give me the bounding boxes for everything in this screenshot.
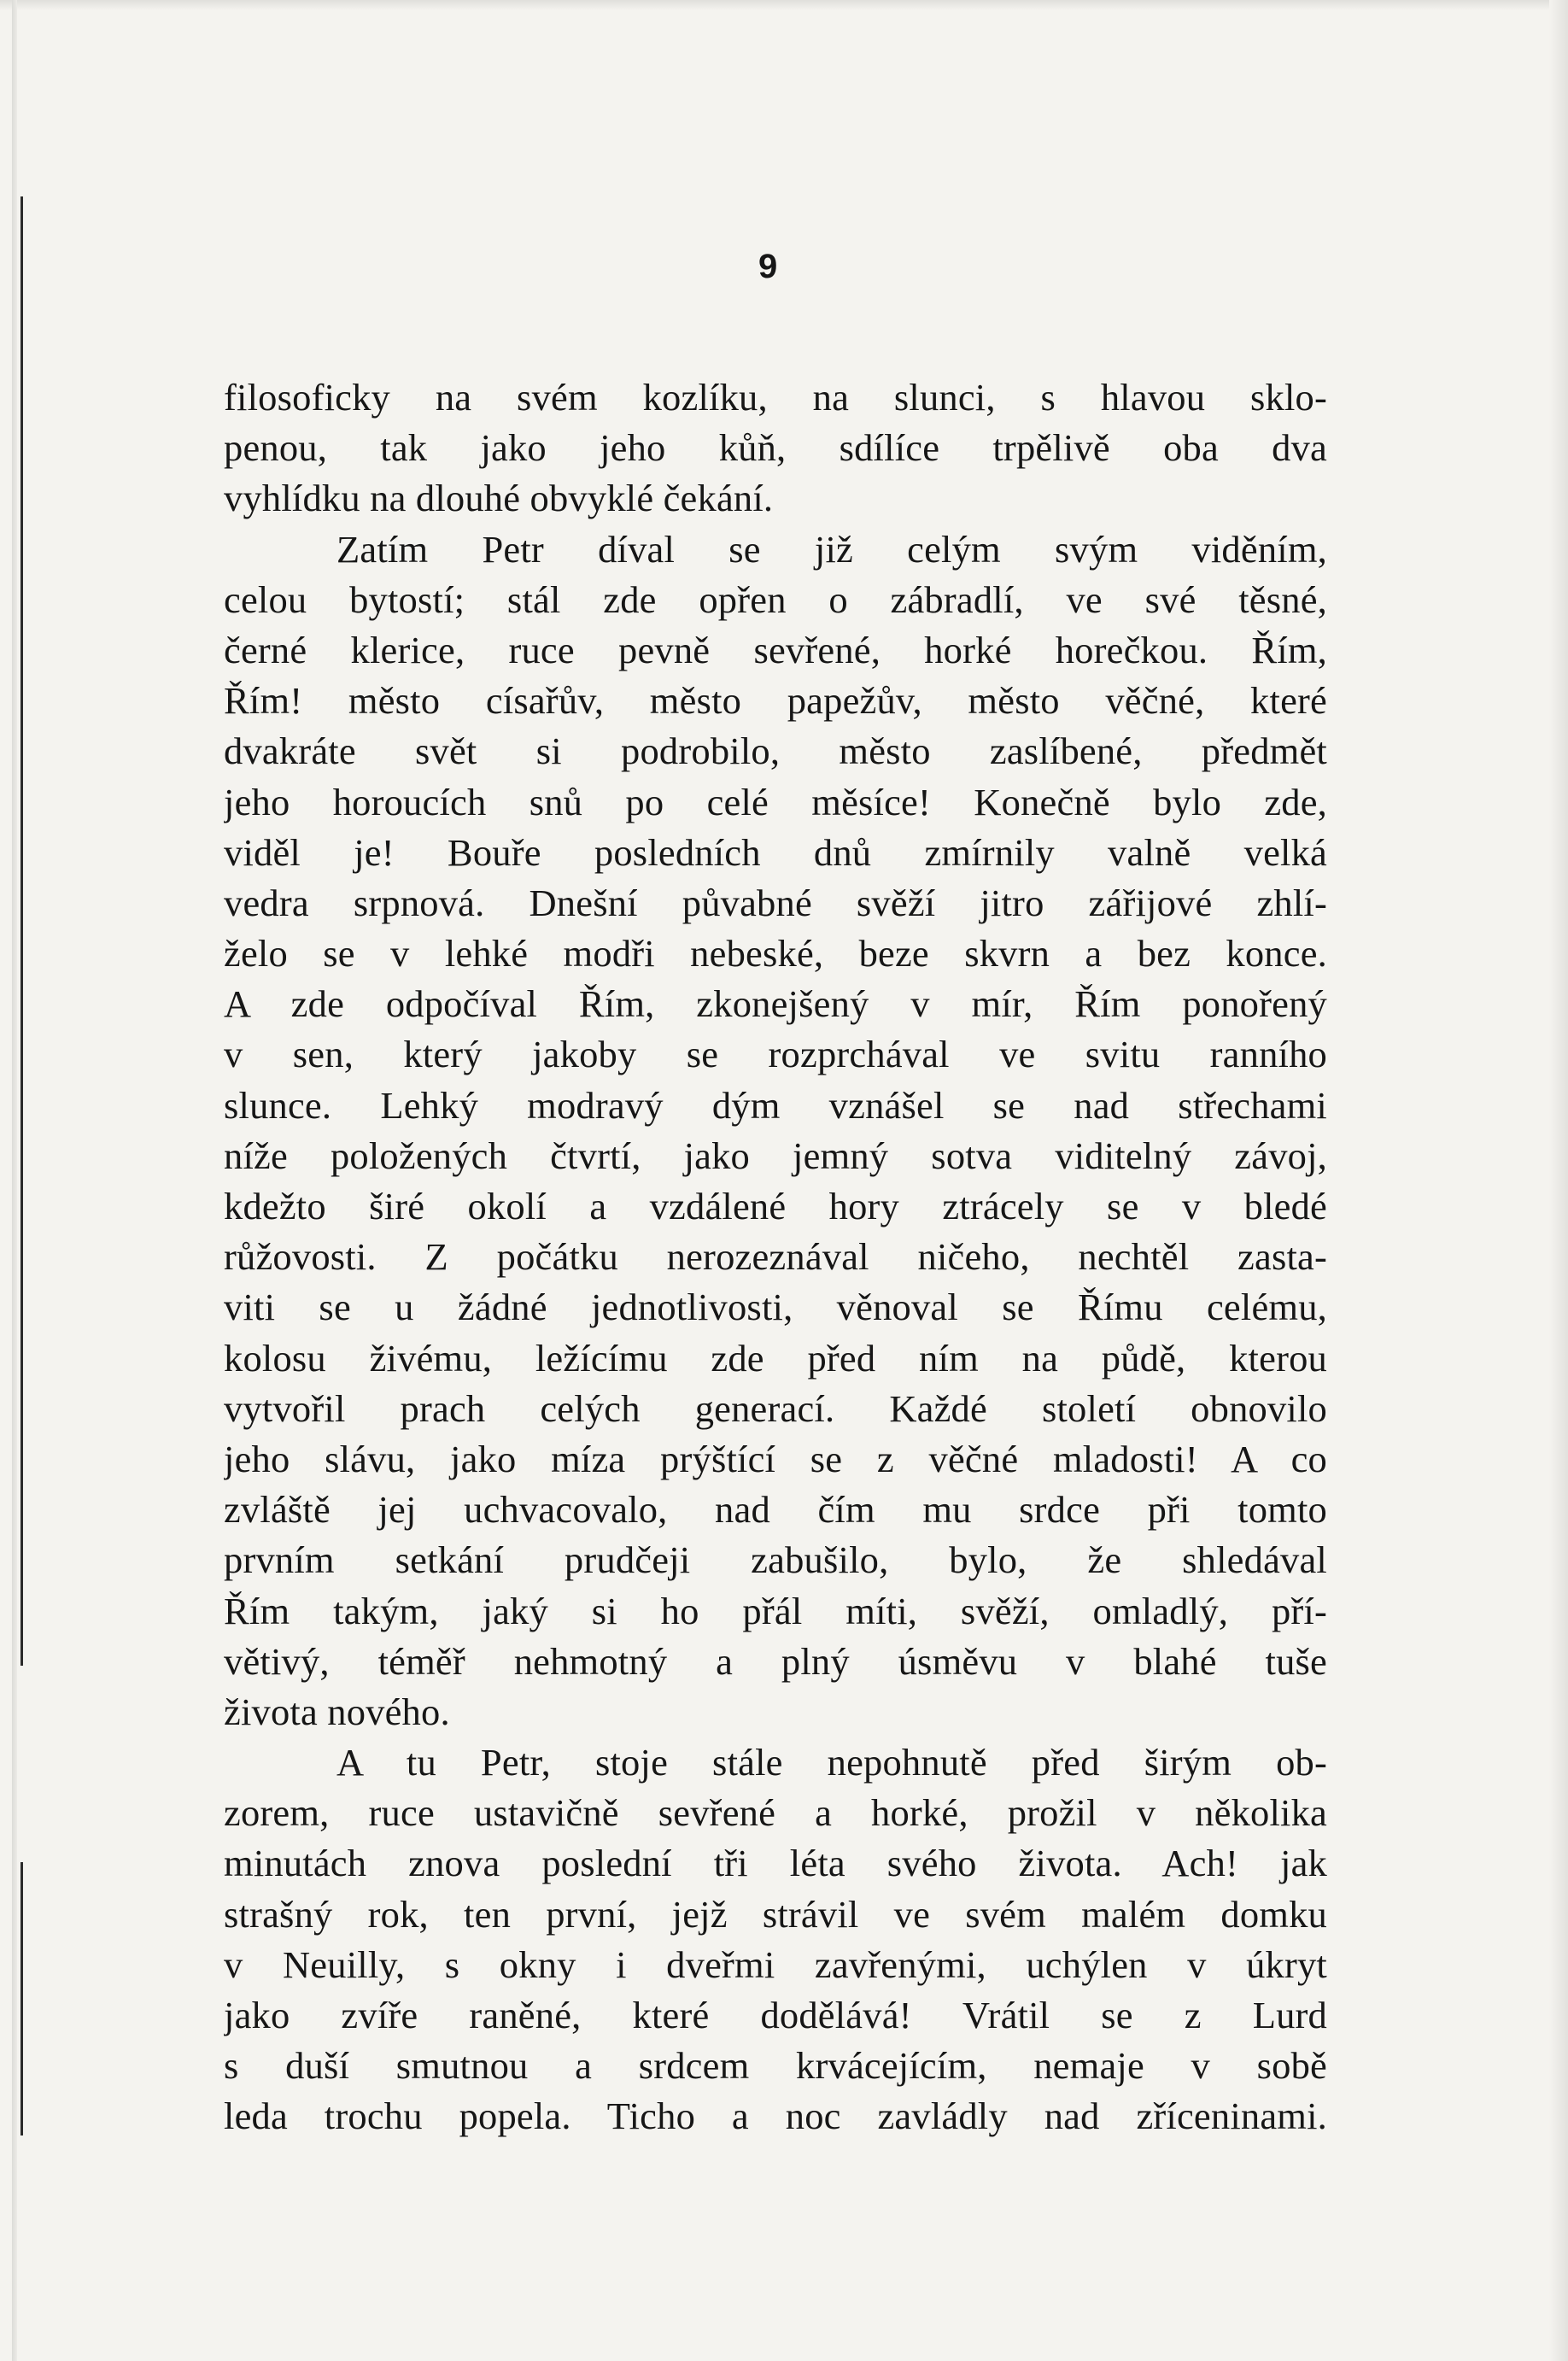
text-line: jeho slávu, jako míza prýštící se z věčné mladosti! A co — [224, 1437, 1327, 1480]
text-line: vytvořil prach celých generací. Každé století obnovilo — [224, 1386, 1327, 1430]
text-line: v sen, který jakoby se rozprchával ve svitu ranního — [224, 1033, 1327, 1076]
text-line: černé klerice, ruce pevně sevřené, horké horečkou. Řím, — [224, 628, 1327, 671]
text-line: strašný rok, ten první, jejž strávil ve svém malém domku — [224, 1892, 1327, 1936]
text-line: celou bytostí; stál zde opřen o zábradlí, ve své těsné, — [224, 577, 1327, 621]
scan-edge-left — [12, 0, 17, 2361]
text-line: Řím! město císařův, město papežův, město věčné, které — [224, 679, 1327, 723]
text-line: penou, tak jako jeho kůň, sdílíce trpělivě oba dva — [224, 426, 1327, 470]
text-line: větivý, téměř nehmotný a plný úsměvu v blahé tuše — [224, 1639, 1327, 1683]
text-line: dvakráte svět si podrobilo, město zaslíbené, předmět — [224, 729, 1327, 773]
binding-line — [20, 1862, 23, 2135]
text-line: A zde odpočíval Řím, zkonejšený v mír, Řím ponořený — [224, 982, 1327, 1026]
page-number: 9 — [758, 248, 778, 285]
binding-line — [20, 196, 23, 1666]
text-line: zorem, ruce ustavičně sevřené a horké, prožil v několika — [224, 1791, 1327, 1835]
text-line: růžovosti. Z počátku nerozeznával ničeho, nechtěl zasta- — [224, 1235, 1327, 1279]
text-line: prvním setkání prudčeji zabušilo, bylo, že shledával — [224, 1538, 1327, 1582]
text-line: vyhlídku na dlouhé obvyklé čekání. — [224, 477, 774, 520]
text-line: zvláště jej uchvacovalo, nad čím mu srdce při tomto — [224, 1488, 1327, 1532]
text-line: viti se u žádné jednotlivosti, věnoval se Římu celému, — [224, 1286, 1327, 1329]
scan-edge-right — [1549, 0, 1568, 2361]
text-line: filosoficky na svém kozlíku, na slunci, s hlavou sklo- — [224, 376, 1327, 419]
text-line: minutách znova poslední tři léta svého života. Ach! jak — [224, 1842, 1327, 1885]
text-line: A tu Petr, stoje stále nepohnutě před širým ob- — [336, 1741, 1327, 1784]
text-line: slunce. Lehký modravý dým vznášel se nad střechami — [224, 1083, 1327, 1127]
text-line: viděl je! Bouře posledních dnů zmírnily valně velká — [224, 830, 1327, 874]
text-line: s duší smutnou a srdcem krvácejícím, nemaje v sobě — [224, 2044, 1327, 2088]
text-line: vedra srpnová. Dnešní půvabné svěží jitro zářijové zhlí- — [224, 881, 1327, 924]
text-line: jako zvíře raněné, které dodělává! Vrátil se z Lurd — [224, 1994, 1327, 2036]
text-line: Zatím Petr díval se již celým svým viděním, — [336, 527, 1327, 571]
text-line: leda trochu popela. Ticho a noc zavládly nad zříceninami. — [224, 2094, 1327, 2138]
text-line: kolosu živému, ležícímu zde před ním na půdě, kterou — [224, 1336, 1327, 1380]
text-line: želo se v lehké modři nebeské, beze skvrn a bez konce. — [224, 932, 1327, 975]
body-text — [224, 372, 1327, 2142]
scan-edge-top — [0, 0, 1568, 10]
text-line: života nového. — [224, 1690, 450, 1733]
text-line: Řím takým, jaký si ho přál míti, svěží, omladlý, pří- — [224, 1589, 1327, 1632]
text-line: v Neuilly, s okny i dveřmi zavřenými, uchýlen v úkryt — [224, 1942, 1327, 1986]
text-line: jeho horoucích snů po celé měsíce! Konečně bylo zde, — [224, 780, 1327, 823]
text-line: kdežto širé okolí a vzdálené hory ztrácely se v bledé — [224, 1185, 1327, 1227]
text-line: níže položených čtvrtí, jako jemný sotva viditelný závoj, — [224, 1134, 1327, 1177]
